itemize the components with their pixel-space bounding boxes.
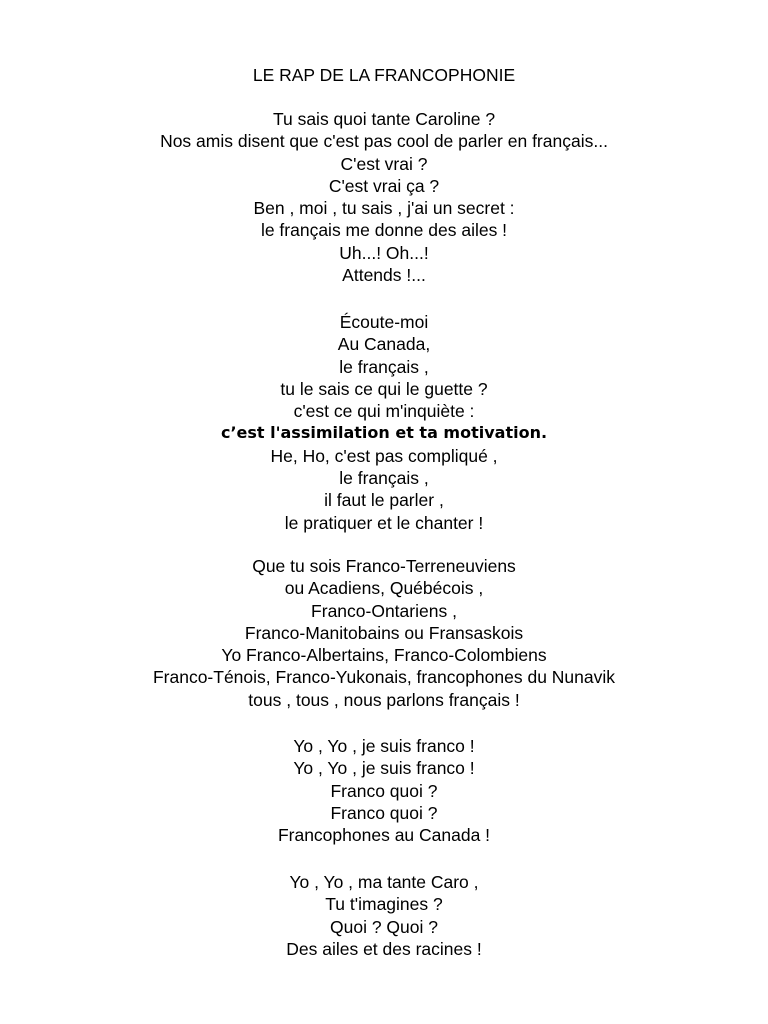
- stanza-4: [0, 735, 768, 846]
- lyric-line: le français ,: [339, 356, 429, 377]
- lyric-line: Uh...! Oh...!: [339, 242, 429, 263]
- lyric-line: Yo , Yo , je suis franco !: [293, 736, 475, 756]
- lyric-line: Yo , Yo , je suis franco !: [293, 758, 475, 779]
- lyric-line: le français me donne des ailes !: [260, 220, 508, 241]
- lyric-line: Ben , moi , tu sais , j'ai un secret :: [253, 198, 515, 219]
- lyric-line-bold: c’est l'assimilation et ta motivation.: [220, 423, 548, 443]
- lyric-line: le pratiquer et le chanter !: [284, 512, 484, 533]
- stanza-3: [0, 555, 768, 711]
- page-title: LE RAP DE LA FRANCOPHONIE: [252, 65, 516, 85]
- lyric-line: tous , tous , nous parlons français !: [248, 689, 520, 710]
- lyric-line: C'est vrai ça ?: [328, 175, 440, 196]
- lyric-line: Yo Franco-Albertains, Franco-Colombiens: [221, 645, 547, 666]
- lyric-line: Francophones au Canada !: [277, 825, 491, 846]
- lyric-line: Attends !...: [342, 265, 426, 286]
- lyric-line: Franco-Ontariens ,: [311, 600, 457, 621]
- lyric-line: le français ,: [339, 468, 429, 489]
- stanza-5: [0, 871, 768, 960]
- lyric-line: tu le sais ce qui le guette ?: [280, 378, 488, 399]
- lyric-line: Franco quoi ?: [330, 802, 438, 823]
- lyric-line: c'est ce qui m'inquiète :: [293, 401, 475, 422]
- lyric-line: Franco-Ténois, Franco-Yukonais, francophones du Nunavik: [152, 667, 616, 688]
- lyric-line: Écoute-moi: [339, 312, 429, 332]
- lyric-line: ou Acadiens, Québécois ,: [284, 578, 484, 599]
- lyric-line: Au Canada,: [337, 334, 431, 355]
- lyric-line: Tu t'imagines ?: [325, 894, 443, 915]
- stanza-2: [0, 311, 768, 534]
- lyric-line: Tu sais quoi tante Caroline ?: [272, 109, 496, 129]
- lyric-line: Franco-Manitobains ou Fransaskois: [244, 622, 524, 643]
- lyric-line: Quoi ? Quoi ?: [330, 916, 438, 937]
- lyric-line: Nos amis disent que c'est pas cool de parler en français...: [160, 131, 608, 152]
- lyric-line: Yo , Yo , ma tante Caro ,: [289, 872, 479, 892]
- lyric-line: Des ailes et des racines !: [286, 938, 482, 959]
- lyric-line: He, Ho, c'est pas compliqué ,: [270, 445, 498, 466]
- lyric-line: C'est vrai ?: [340, 153, 428, 174]
- lyric-line: il faut le parler ,: [324, 490, 444, 511]
- lyric-line: Franco quoi ?: [330, 780, 438, 801]
- lyric-line: Que tu sois Franco-Terreneuviens: [252, 556, 516, 576]
- stanza-1: [0, 108, 768, 286]
